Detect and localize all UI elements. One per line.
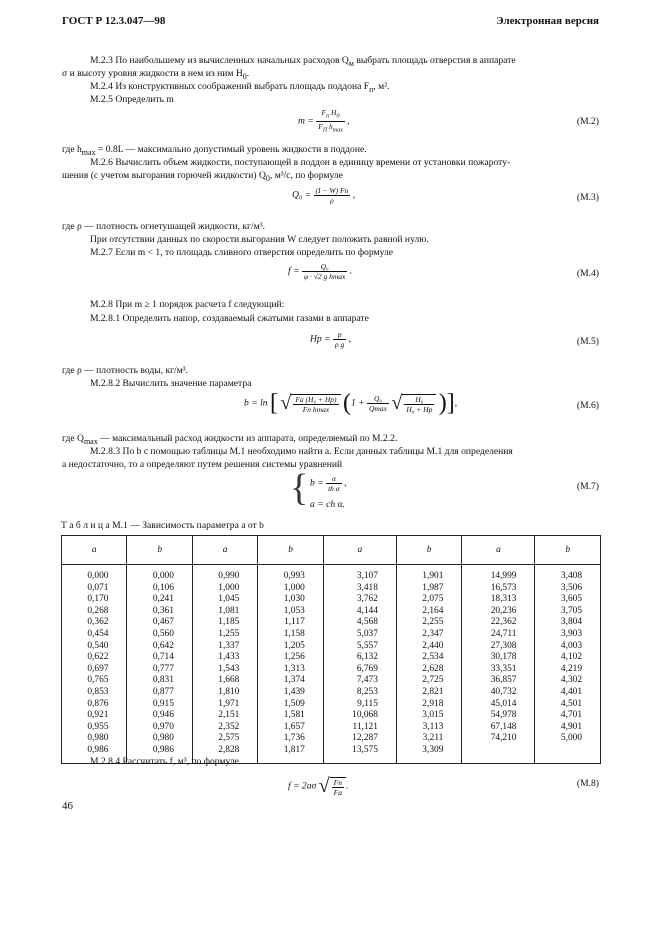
table-cell: 2,347 [396,629,461,641]
table-cell: 0,106 [127,583,192,595]
table-row [62,699,601,711]
equation-m8: f = 2aσ √ $\frac{Fп}{Fa}$ . [288,775,349,797]
table-cell: 2,534 [396,652,461,664]
equation-m7-line1: b = $\frac{\alpha}{\text{th α}}$ , [310,474,347,493]
table-cell: 9,115 [323,699,396,711]
standard-code: ГОСТ Р 12.3.047—98 [62,15,166,27]
table-cell: 3,418 [323,583,396,595]
table-cell: 0,622 [62,652,127,664]
table-cell: 36,857 [462,675,535,687]
table-cell: 3,113 [396,722,461,734]
table-cell: 0,268 [62,606,127,618]
table-cell: 3,015 [396,710,461,722]
table-cell: 0,990 [192,565,257,583]
table-cell: 0,467 [127,617,192,629]
table-cell: 1,045 [192,594,257,606]
table-cell: 1,736 [258,733,323,745]
para-m23-line1: М.2.3 По наибольшему из вычисленных начальных расходов $Q_м$ выбрать площадь отверстия в аппарате [90,55,516,68]
table-cell: 5,557 [323,641,396,653]
table-cell: 0,540 [62,641,127,653]
equation-m4: f = $\frac{\text{Q₀}}{\text{φ · √2 g hmax}}$ . [288,262,353,281]
table-header-cell: b [127,536,192,565]
table-header-cell: b [396,536,461,565]
table-cell: 3,211 [396,733,461,745]
table-cell: 1,987 [396,583,461,595]
table-cell: 1,030 [258,594,323,606]
table-cell: 20,236 [462,606,535,618]
table-cell: 33,351 [462,664,535,676]
table-cell: 0,560 [127,629,192,641]
table-cell: 1,337 [192,641,257,653]
table-cell: 1,581 [258,710,323,722]
table-row [62,565,601,583]
table-cell: 27,308 [462,641,535,653]
table-cell: 2,151 [192,710,257,722]
table-row [62,733,601,745]
table-cell: 4,901 [535,722,601,734]
table-cell: 0,853 [62,687,127,699]
table-cell: 1,543 [192,664,257,676]
table-cell: 6,132 [323,652,396,664]
table-row [62,664,601,676]
table-row [62,675,601,687]
table-cell: 6,769 [323,664,396,676]
table-cell: 0,697 [62,664,127,676]
table-cell: 2,352 [192,722,257,734]
table-cell: 3,506 [535,583,601,595]
table-cell: 24,711 [462,629,535,641]
equation-m5: Hp = $\frac{p}{\text{ρ g}}$ , [310,330,352,349]
table-cell: 0,831 [127,675,192,687]
table-cell: 0,000 [62,565,127,583]
table-cell [535,745,601,763]
table-row [62,617,601,629]
table-cell: 4,701 [535,710,601,722]
table-row [62,722,601,734]
table-cell: 2,075 [396,594,461,606]
table-cell: 1,668 [192,675,257,687]
table-header-cell: a [62,536,127,565]
table-cell: 1,657 [258,722,323,734]
table-cell: 1,313 [258,664,323,676]
table-cell: 12,287 [323,733,396,745]
table-cell: 16,573 [462,583,535,595]
table-cell: 74,210 [462,733,535,745]
table-row [62,641,601,653]
table-cell: 8,253 [323,687,396,699]
table-cell: 2,725 [396,675,461,687]
table-cell: 5,000 [535,733,601,745]
table-cell: 0,877 [127,687,192,699]
para-qmax-note: где $Q_{max}$ — максимальный расход жидкости из аппарата, определяемый по М.2.2. [62,433,398,446]
table-cell: 1,117 [258,617,323,629]
table-cell [462,745,535,763]
table-cell: 18,313 [462,594,535,606]
table-cell: 0,765 [62,675,127,687]
table-cell: 0,777 [127,664,192,676]
table-header-cell: b [535,536,601,565]
table-cell: 0,241 [127,594,192,606]
table-cell: 0,642 [127,641,192,653]
table-cell: 3,107 [323,565,396,583]
table-cell: 1,509 [258,699,323,711]
equation-label-m8: (М.8) [576,778,599,789]
table-cell: 0,986 [127,745,192,763]
table-cell: 2,828 [192,745,257,763]
table-cell: 2,440 [396,641,461,653]
table-cell: 0,362 [62,617,127,629]
table-cell: 0,946 [127,710,192,722]
table-cell: 3,408 [535,565,601,583]
table-cell: 1,158 [258,629,323,641]
table-cell: 1,374 [258,675,323,687]
table-row [62,652,601,664]
system-brace: { [290,467,309,509]
equation-label-m5: (М.5) [576,336,599,347]
para-m27: М.2.7 Если m < 1, то площадь сливного отверстия определить по формуле [90,247,393,258]
table-header-row [62,536,601,565]
table-cell: 2,575 [192,733,257,745]
equation-m7-line2: a = ch α. [310,499,345,510]
table-cell: 1,810 [192,687,257,699]
table-row [62,629,601,641]
table-cell: 4,302 [535,675,601,687]
table-cell: 0,980 [127,733,192,745]
table-cell: 4,144 [323,606,396,618]
table-cell: 0,915 [127,699,192,711]
table-cell: 67,148 [462,722,535,734]
table-cell: 54,978 [462,710,535,722]
table-cell: 30,178 [462,652,535,664]
table-cell: 0,361 [127,606,192,618]
table-cell: 10,068 [323,710,396,722]
para-hmax-note: где $h_{max} = 0.8L$ — максимально допустимый уровень жидкости в поддоне. [62,144,367,157]
equation-m2: m = $\frac{F_п H_0}{F_П h_{max}}$ , [298,108,350,134]
table-cell: 1,256 [258,652,323,664]
table-row [62,606,601,618]
table-cell: 4,501 [535,699,601,711]
table-cell: 0,980 [62,733,127,745]
equation-m6: b = ln [ √ $\frac{\text{Fa (H₀ + Hp)}}{\text{Fп hmax}}$ (1 + $\frac{\text{Q₀}}{Qmax}$ √ $\frac{\text{H₀}}{\text{H₀ + Hp}}$ )], [244,390,458,416]
table-cell: 1,185 [192,617,257,629]
table-row [62,594,601,606]
table-cell: 3,762 [323,594,396,606]
table-cell: 13,575 [323,745,396,763]
table-cell: 1,971 [192,699,257,711]
page-number: 46 [62,800,73,812]
table-row [62,710,601,722]
table-cell: 0,876 [62,699,127,711]
table-cell: 1,053 [258,606,323,618]
para-rho-water: где ρ — плотность воды, кг/м³. [62,365,189,376]
table-header-cell: a [462,536,535,565]
table-cell: 0,714 [127,652,192,664]
table-cell: 0,071 [62,583,127,595]
para-m25: М.2.5 Определить m [90,94,174,105]
table-cell: 1,817 [258,745,323,763]
equation-label-m6: (М.6) [576,400,599,411]
table-cell: 0,955 [62,722,127,734]
table-cell: 2,918 [396,699,461,711]
table-cell: 0,000 [127,565,192,583]
equation-m3: Q₀ = $\frac{(I - W) Fп}{\rho}$ , [292,186,356,205]
equation-label-m7: (М.7) [576,481,599,492]
table-cell: 0,454 [62,629,127,641]
table-row [62,687,601,699]
table-cell: 4,003 [535,641,601,653]
table-cell: 5,037 [323,629,396,641]
para-m23-line2: σ и высоту уровня жидкости в нем из ним $H_0$. [62,68,250,81]
table-cell: 1,439 [258,687,323,699]
table-cell: 2,821 [396,687,461,699]
para-m283-line2: a недостаточно, то a определяют путем решения системы уравнений [62,459,343,470]
table-cell: 1,433 [192,652,257,664]
table-row [62,583,601,595]
table-cell: 7,473 [323,675,396,687]
table-cell: 2,164 [396,606,461,618]
table-cell: 1,081 [192,606,257,618]
table-m1 [61,535,601,764]
table-cell: 0,170 [62,594,127,606]
table-cell: 4,219 [535,664,601,676]
table-cell: 2,255 [396,617,461,629]
table-caption: Т а б л и ц а М.1 — Зависимость параметра a от b [61,520,264,531]
para-m283-line1: М.2.8.3 По b с помощью таблицы М.1 необходимо найти a. Если данных таблицы М.1 для определения [90,446,513,457]
table-cell: 3,804 [535,617,601,629]
equation-label-m2: (М.2) [576,116,599,127]
para-m282: М.2.8.2 Вычислить значение параметра [90,378,252,389]
table-cell: 1,000 [192,583,257,595]
table-cell: 4,401 [535,687,601,699]
para-m26-line1: М.2.6 Вычислить объем жидкости, поступающей в поддон в единицу времени от установки пожароту- [90,157,511,168]
table-header-cell: a [323,536,396,565]
table-cell: 1,255 [192,629,257,641]
table-cell: 4,102 [535,652,601,664]
table-cell: 40,732 [462,687,535,699]
para-m284: М.2.8.4 Рассчитать f, м³, по формуле [90,756,239,767]
table-cell: 14,999 [462,565,535,583]
para-m24: М.2.4 Из конструктивных соображений выбрать площадь поддона $F_п$, м². [90,81,390,94]
table-cell: 0,970 [127,722,192,734]
para-m281: М.2.8.1 Определить напор, создаваемый сжатыми газами в аппарате [90,313,369,324]
table-cell: 0,921 [62,710,127,722]
equation-label-m3: (М.3) [576,192,599,203]
table-cell: 3,705 [535,606,601,618]
table-cell: 4,568 [323,617,396,629]
table-cell: 3,309 [396,745,461,763]
equation-label-m4: (М.4) [576,268,599,279]
edition-label: Электронная версия [496,15,599,27]
table-cell: 1,901 [396,565,461,583]
table-header-cell: b [258,536,323,565]
table-cell: 3,605 [535,594,601,606]
table-cell: 2,628 [396,664,461,676]
para-m28: М.2.8 При m ≥ 1 порядок расчета f следующий: [90,299,285,310]
table-cell: 1,205 [258,641,323,653]
table-cell: 1,000 [258,583,323,595]
table-cell: 11,121 [323,722,396,734]
table-cell: 22,362 [462,617,535,629]
para-m26-line2: шения (с учетом выгорания горючей жидкости) $Q_0$, м³/с, по формуле [62,170,343,183]
table-cell: 3,903 [535,629,601,641]
table-cell: 45,014 [462,699,535,711]
table-cell: 0,993 [258,565,323,583]
table-cell: 0,986 [62,745,127,763]
para-rho-liquid: где ρ — плотность огнетушащей жидкости, кг/м³. [62,221,266,232]
para-no-w: При отсутствии данных по скорости выгорания W следует положить равной нулю. [90,234,429,245]
table-header-cell: a [192,536,257,565]
